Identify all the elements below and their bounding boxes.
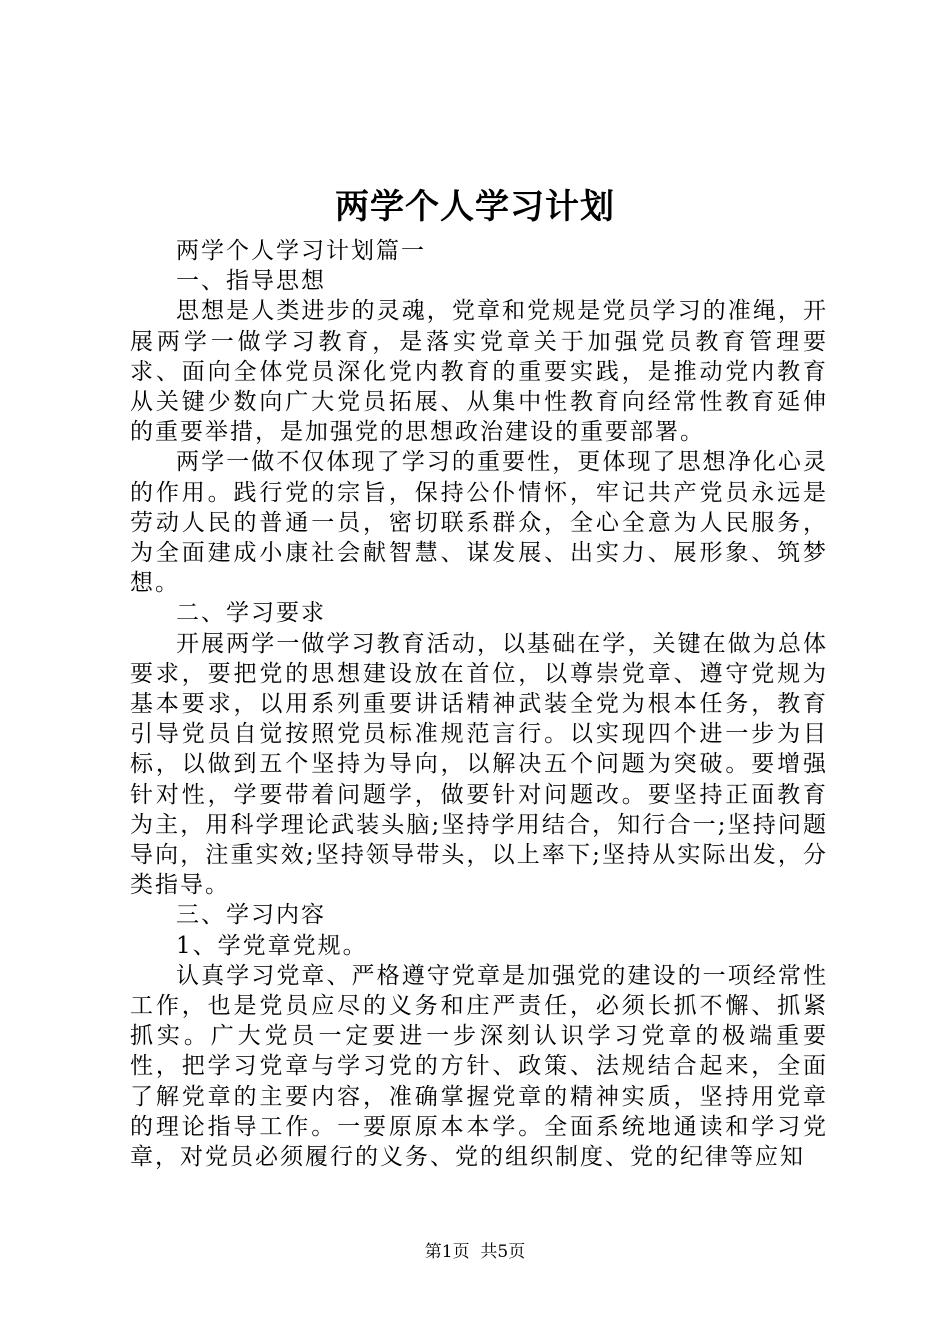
section-heading: 三、学习内容: [176, 902, 326, 929]
page-number: 第1页 共5页: [424, 1242, 526, 1262]
section-heading: 二、学习要求: [176, 600, 326, 627]
document-body: [130, 236, 828, 1172]
body-paragraph: 开展两学一做学习教育活动，以基础在学，关键在做为总体要求，要把党的思想建设放在首位，以尊崇党章、遵守党规为基本要求，以用系列重要讲话精神武装全党为根本任务，教育引导党员自觉按照党员标准规范言行。以实现四个进一步为目标，以做到五个坚持为导向，以解决五个问题为突破。要增强针对性，学要带着问题学，做要针对问题改。要坚持正面教育为主，用科学理论武装头脑;坚持学用结合，知行合一;坚持问题导向，注重实效;坚持领导带头，以上率下;坚持从实际出发，分类指导。: [130, 630, 828, 899]
document-title: 两学个人学习计划: [335, 187, 615, 227]
body-paragraph: 思想是人类进步的灵魂，党章和党规是党员学习的准绳，开展两学一做学习教育，是落实党章关于加强党员教育管理要求、面向全体党员深化党内教育的重要实践，是推动党内教育从关键少数向广大党员拓展、从集中性教育向经常性教育延伸的重要举措，是加强党的思想政治建设的重要部署。: [130, 298, 828, 446]
body-paragraph: 认真学习党章、严格遵守党章是加强党的建设的一项经常性工作，也是党员应尽的义务和庄严责任，必须长抓不懈、抓紧抓实。广大党员一定要进一步深刻认识学习党章的极端重要性，把学习党章与学习党的方针、政策、法规结合起来，全面了解党章的主要内容，准确掌握党章的精神实质，坚持用党章的理论指导工作。一要原原本本学。全面系统地通读和学习党章，对党员必须履行的义务、党的组织制度、党的纪律等应知: [130, 962, 828, 1171]
section-heading: 两学个人学习计划篇一: [176, 238, 426, 264]
body-paragraph: 两学一做不仅体现了学习的重要性，更体现了思想净化心灵的作用。践行党的宗旨，保持公仆情怀，牢记共产党员永远是劳动人民的普通一员，密切联系群众，全心全意为人民服务，为全面建成小康社会献智慧、谋发展、出实力、展形象、筑梦想。: [130, 449, 828, 597]
section-heading: 一、指导思想: [176, 268, 326, 295]
subsection-heading: 1、学党章党规。: [176, 932, 368, 959]
